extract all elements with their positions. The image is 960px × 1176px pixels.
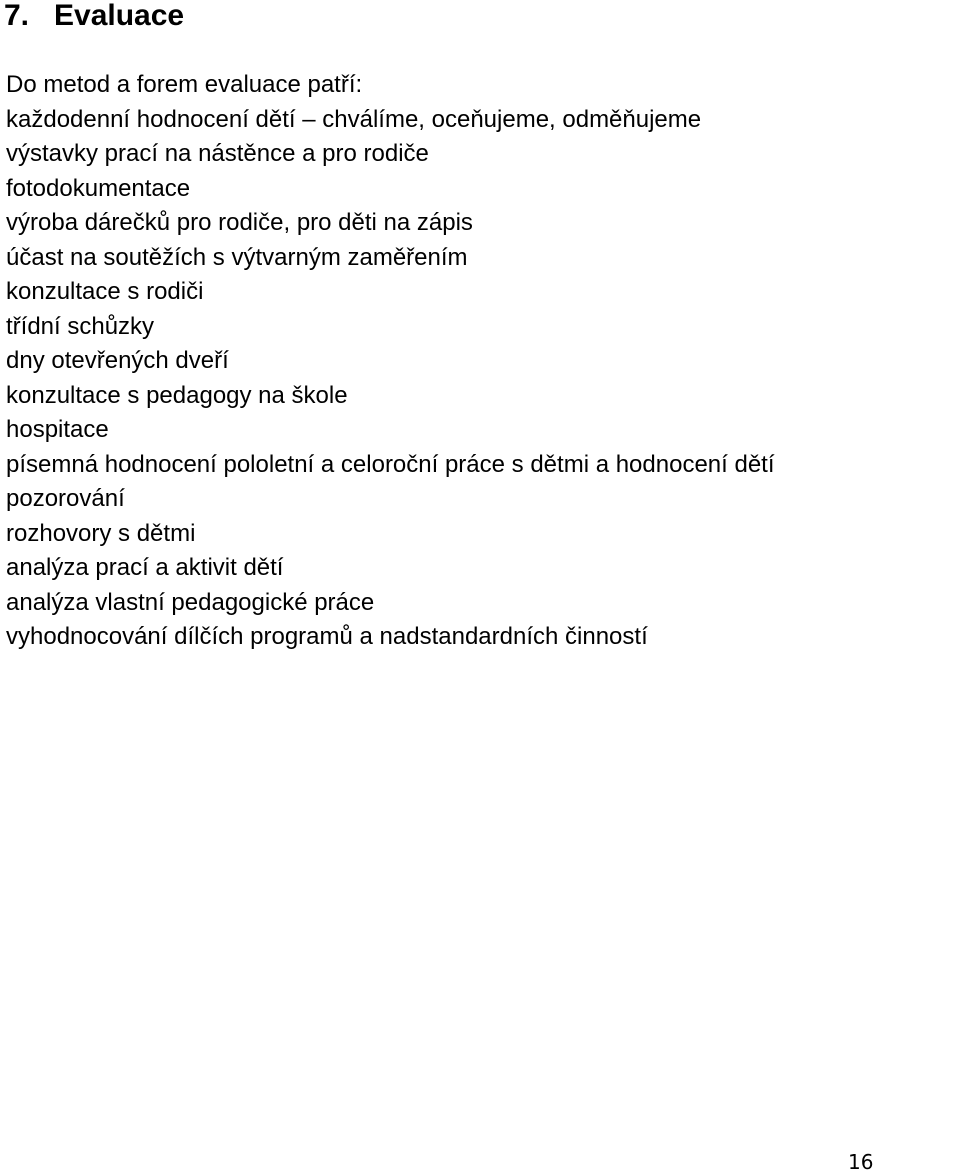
list-item: analýza vlastní pedagogické práce — [6, 588, 375, 616]
section-title: Evaluace — [54, 0, 185, 32]
document-body — [6, 68, 958, 655]
list-item: fotodokumentace — [6, 174, 191, 202]
section-number: 7. — [4, 0, 30, 32]
list-item: vyhodnocování dílčích programů a nadstandardních činností — [6, 623, 648, 650]
list-item: pozorování — [6, 485, 125, 512]
list-item: výstavky prací na nástěnce a pro rodiče — [6, 140, 429, 167]
list-item: výroba dárečků pro rodiče, pro děti na zápis — [6, 209, 473, 236]
list-item: analýza prací a aktivit dětí — [6, 554, 284, 581]
evaluation-methods-list — [6, 103, 958, 655]
section-heading — [4, 0, 184, 38]
list-item: konzultace s pedagogy na škole — [6, 381, 348, 409]
list-item: konzultace s rodiči — [6, 278, 204, 305]
list-item: hospitace — [6, 416, 109, 443]
list-item: každodenní hodnocení dětí – chválíme, oceňujeme, odměňujeme — [6, 105, 702, 133]
intro-text: Do metod a forem evaluace patří: — [6, 71, 363, 98]
page-number: 16 — [848, 1150, 874, 1174]
list-item: písemná hodnocení pololetní a celoroční práce s dětmi a hodnocení dětí — [6, 450, 775, 478]
list-item: rozhovory s dětmi — [6, 519, 196, 547]
list-item: třídní schůzky — [6, 312, 155, 340]
list-item: dny otevřených dveří — [6, 347, 229, 374]
list-item: účast na soutěžích s výtvarným zaměřením — [6, 243, 468, 271]
